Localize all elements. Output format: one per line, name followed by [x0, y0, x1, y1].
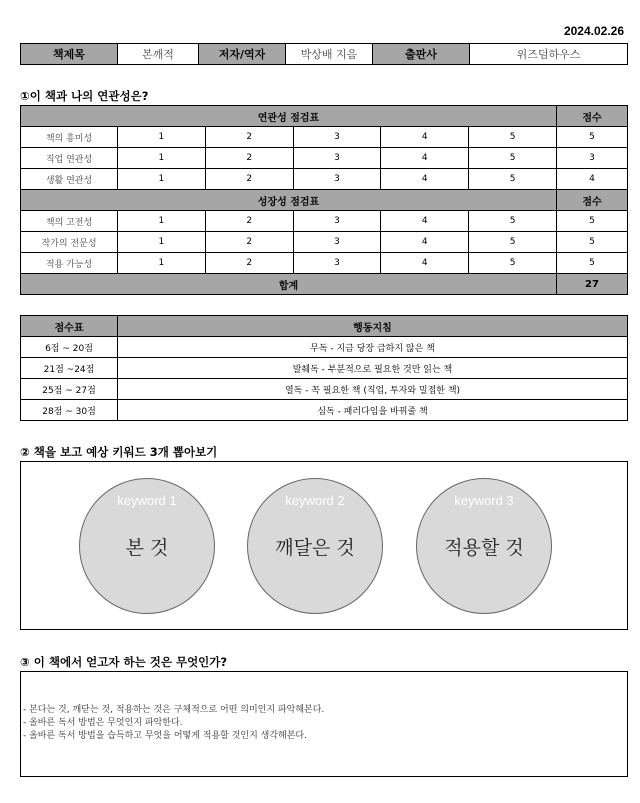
scale-cell: 2	[205, 211, 293, 232]
document-date: 2024.02.26	[563, 24, 624, 38]
goal-line: - 올바른 독서 방법을 습득하고 무엇을 어떻게 적용할 것인지 생각해본다.	[23, 731, 307, 741]
row-label: 책의 고전성	[21, 211, 118, 232]
author-label: 저자/역자	[199, 44, 286, 65]
scale-cell: 4	[381, 127, 469, 148]
score-header: 점수	[557, 106, 628, 127]
table-row	[21, 337, 628, 358]
keyword-label: keyword 2	[285, 493, 345, 508]
score-range: 28점 ~ 30점	[21, 400, 118, 421]
scale-cell: 3	[293, 127, 381, 148]
scale-cell: 4	[381, 232, 469, 253]
action-text: 무독 - 지금 당장 급하지 않은 책	[118, 337, 628, 358]
keyword-circle	[79, 478, 215, 614]
table-row	[21, 379, 628, 400]
keyword-text: 본 것	[125, 537, 169, 559]
table-row	[21, 127, 628, 148]
scale-cell: 2	[205, 253, 293, 274]
total-value: 27	[557, 274, 628, 295]
score-guide-table	[20, 315, 628, 421]
row-label: 적용 가능성	[21, 253, 118, 274]
scale-cell: 1	[118, 211, 206, 232]
scale-cell: 4	[381, 211, 469, 232]
table-row	[21, 358, 628, 379]
score-range: 25점 ~ 27점	[21, 379, 118, 400]
keyword-label: keyword 3	[454, 493, 514, 508]
scale-cell: 3	[293, 232, 381, 253]
score-cell: 5	[557, 211, 628, 232]
action-text: 발췌독 - 부분적으로 필요한 것만 읽는 책	[118, 358, 628, 379]
scale-cell: 5	[469, 169, 557, 190]
scale-cell: 2	[205, 169, 293, 190]
scale-cell: 1	[118, 232, 206, 253]
score-cell: 5	[557, 127, 628, 148]
scale-cell: 1	[118, 148, 206, 169]
scale-cell: 4	[381, 148, 469, 169]
scale-cell: 5	[469, 253, 557, 274]
scale-cell: 1	[118, 127, 206, 148]
section2-title: ② 책을 보고 예상 키워드 3개 뽑아보기	[20, 445, 218, 459]
score-cell: 3	[557, 148, 628, 169]
book-info-table	[20, 43, 628, 65]
section3-title: ③ 이 책에서 얻고자 하는 것은 무엇인가?	[20, 655, 228, 669]
table-row	[21, 211, 628, 232]
scale-cell: 3	[293, 169, 381, 190]
scale-cell: 2	[205, 148, 293, 169]
relevance-header: 연관성 점검표	[21, 106, 557, 127]
goal-box	[20, 671, 628, 777]
scale-cell: 3	[293, 253, 381, 274]
keyword-text: 적용할 것	[444, 537, 524, 559]
publisher-label: 출판사	[373, 44, 470, 65]
keyword-text: 깨달은 것	[275, 537, 355, 559]
scale-cell: 3	[293, 211, 381, 232]
keyword-circle	[416, 478, 552, 614]
scale-cell: 5	[469, 148, 557, 169]
table-row	[21, 169, 628, 190]
scale-cell: 5	[469, 232, 557, 253]
action-text: 심독 - 패러다임을 바꿔줄 책	[118, 400, 628, 421]
scale-cell: 2	[205, 232, 293, 253]
action-column-header: 행동지침	[118, 316, 628, 337]
scale-cell: 2	[205, 127, 293, 148]
action-text: 열독 - 꼭 필요한 책 (직업, 투자와 밀접한 책)	[118, 379, 628, 400]
row-label: 책의 흥미성	[21, 127, 118, 148]
row-label: 직업 연관성	[21, 148, 118, 169]
table-row	[21, 400, 628, 421]
scale-cell: 3	[293, 148, 381, 169]
keyword-box	[20, 461, 628, 630]
scale-cell: 4	[381, 253, 469, 274]
scale-cell: 4	[381, 169, 469, 190]
table-row	[21, 148, 628, 169]
publisher-value: 위즈덤하우스	[470, 44, 628, 65]
score-cell: 5	[557, 232, 628, 253]
score-column-header: 점수표	[21, 316, 118, 337]
table-row	[21, 253, 628, 274]
score-range: 6점 ~ 20점	[21, 337, 118, 358]
author-value: 박상배 지음	[286, 44, 373, 65]
keyword-circle	[247, 478, 383, 614]
section1-title: ①이 책과 나의 연관성은?	[20, 89, 149, 103]
score-cell: 5	[557, 253, 628, 274]
table-row	[21, 232, 628, 253]
total-label: 합계	[21, 274, 557, 295]
row-label: 작가의 전문성	[21, 232, 118, 253]
keyword-label: keyword 1	[117, 493, 177, 508]
title-value: 본깨적	[118, 44, 199, 65]
scale-cell: 1	[118, 169, 206, 190]
growth-header: 성장성 점검표	[21, 190, 557, 211]
scale-cell: 1	[118, 253, 206, 274]
score-cell: 4	[557, 169, 628, 190]
relevance-table	[20, 105, 628, 295]
scale-cell: 5	[469, 211, 557, 232]
goal-line: - 올바른 독서 방법은 무엇인지 파악한다.	[23, 718, 183, 728]
goal-line: - 본다는 것, 깨닫는 것, 적용하는 것은 구체적으로 어떤 의미인지 파악해본다.	[23, 705, 325, 715]
score-header: 점수	[557, 190, 628, 211]
title-label: 책제목	[21, 44, 118, 65]
row-label: 생활 연관성	[21, 169, 118, 190]
scale-cell: 5	[469, 127, 557, 148]
score-range: 21점 ~24점	[21, 358, 118, 379]
